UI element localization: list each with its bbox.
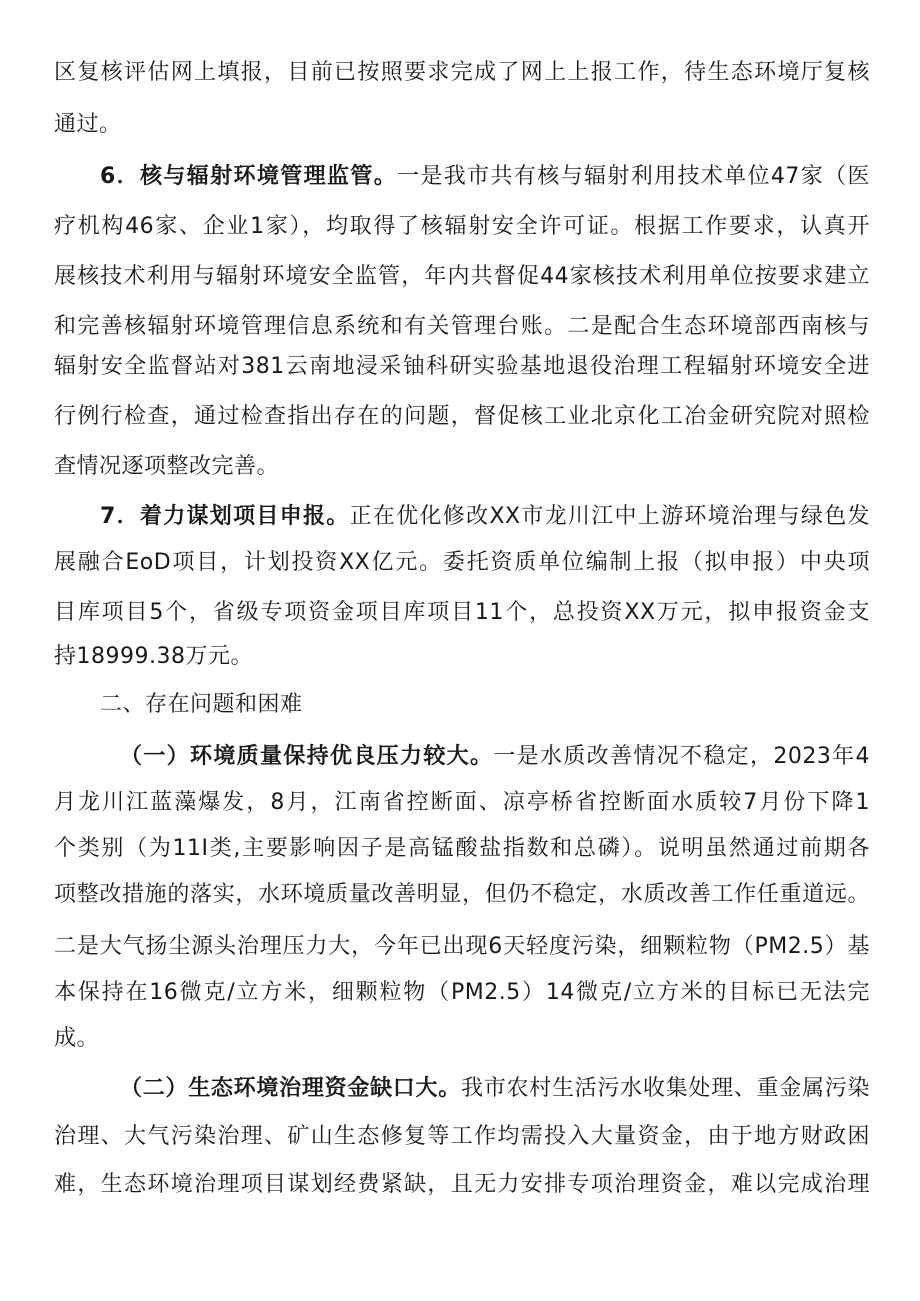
paragraph-line: 二是大气扬尘源头治理压力大，今年已出现6天轻度污染，细颗粒物（PM2.5）基: [54, 934, 870, 959]
paragraph-line: 个类别（为11I类,主要影响因子是高锰酸盐指数和总磷）。说明虽然通过前期各: [54, 836, 870, 861]
item-6-first-line: [100, 162, 870, 192]
paragraph-line: 疗机构46家、企业1家），均取得了核辐射安全许可证。根据工作要求，认真开: [54, 214, 870, 239]
subsection-1-heading: （一）环境质量保持优良压力较大。: [120, 744, 494, 769]
paragraph-line: 辐射安全监督站对381云南地浸采铀科研实验基地退役治理工程辐射环境安全进: [54, 354, 870, 379]
paragraph-line: 和完善核辐射环境管理信息系统和有关管理台账。二是配合生态环境部西南核与: [54, 314, 870, 339]
paragraph-line: 区复核评估网上填报，目前已按照要求完成了网上上报工作，待生态环境厅复核: [54, 60, 870, 85]
subsection-2-first-text: 我市农村生活污水收集处理、重金属污染: [461, 1076, 870, 1101]
subsection-1-first-text: 一是水质改善情况不稳定，2023年4: [493, 744, 870, 769]
item-6-heading: 6．核与辐射环境管理监管。: [100, 164, 398, 189]
paragraph-line: 展融合EoD项目，计划投资XX亿元。委托资质单位编制上报（拟申报）中央项: [54, 550, 870, 575]
item-6-first-text: 一是我市共有核与辐射利用技术单位47家（医: [397, 164, 870, 189]
paragraph-line: 月龙川江蓝藻爆发，8月，江南省控断面、凉亭桥省控断面水质较7月份下降1: [54, 790, 870, 815]
paragraph-line: 通过。: [54, 112, 122, 137]
paragraph-line: 展核技术利用与辐射环境安全监管，年内共督促44家核技术利用单位按要求建立: [54, 264, 870, 289]
item-7-first-line: [100, 502, 870, 532]
subsection-2-first-line: [120, 1074, 870, 1104]
paragraph-line: 目库项目5个，省级专项资金项目库项目11个，总投资XX万元，拟申报资金支: [54, 600, 870, 625]
section-title: 二、存在问题和困难: [100, 692, 303, 717]
paragraph-line: 项整改措施的落实，水环境质量改善明显，但仍不稳定，水质改善工作任重道远。: [54, 882, 870, 907]
subsection-2-heading: （二）生态环境治理资金缺口大。: [120, 1076, 462, 1101]
paragraph-line: 治理、大气污染治理、矿山生态修复等工作均需投入大量资金，由于地方财政困: [54, 1124, 870, 1149]
paragraph-line: 查情况逐项整改完善。: [54, 454, 280, 479]
paragraph-line: 成。: [54, 1026, 100, 1051]
paragraph-line: 难，生态环境治理项目谋划经费紧缺，且无力安排专项治理资金，难以完成治理: [54, 1172, 870, 1197]
paragraph-line: 本保持在16微克/立方米，细颗粒物（PM2.5）14微克/立方米的目标已无法完: [54, 980, 870, 1005]
item-7-heading: 7．着力谋划项目申报。: [100, 504, 350, 529]
paragraph-line: 持18999.38万元。: [54, 644, 253, 669]
item-7-first-text: 正在优化修改XX市龙川江中上游环境治理与绿色发: [349, 504, 870, 529]
subsection-1-first-line: [120, 742, 870, 772]
paragraph-line: 行例行检查，通过检查指出存在的问题，督促核工业北京化工冶金研究院对照检: [54, 404, 870, 429]
